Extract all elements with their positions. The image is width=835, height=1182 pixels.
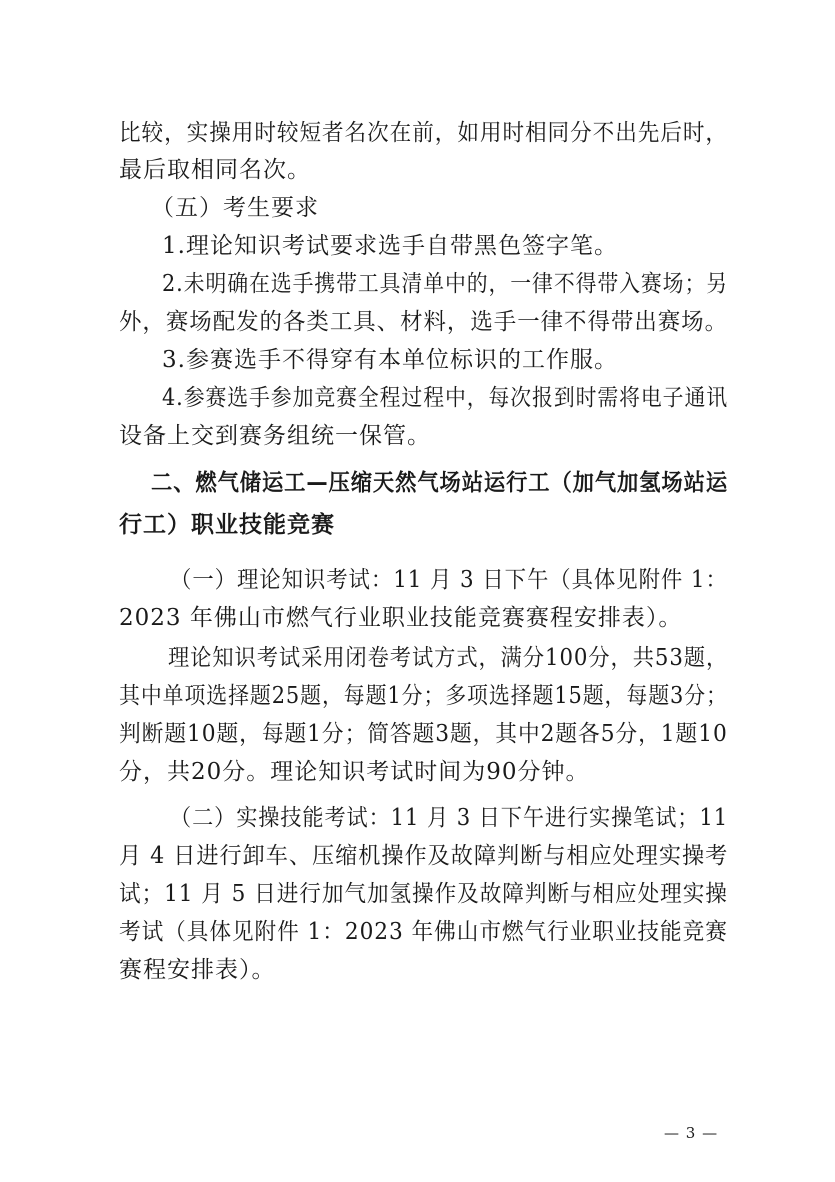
list-item: 2.未明确在选手携带工具清单中的，一律不得带入赛场；另 xyxy=(162,271,728,297)
page-number: — 3 — xyxy=(664,1124,719,1142)
paragraph-line: 月 4 日进行卸车、压缩机操作及故障判断与相应处理实操考 xyxy=(119,843,729,869)
section-title: 二、燃气储运工—压缩天然气场站运行工（加气加氢场站运 xyxy=(151,470,729,496)
paragraph-line: 比较，实操用时较短者名次在前，如用时相同分不出先后时， xyxy=(119,120,728,146)
paragraph-line: 分，共20分。理论知识考试时间为90分钟。 xyxy=(119,759,590,785)
paragraph-line: （二）实操技能考试：11 月 3 日下午进行实操笔试；11 xyxy=(170,805,729,831)
paragraph-line: 赛程安排表）。 xyxy=(119,957,276,983)
section-heading-requirements: （五）考生要求 xyxy=(151,195,319,221)
paragraph-line: 最后取相同名次。 xyxy=(119,157,311,183)
list-item-continuation: 外，赛场配发的各类工具、材料，选手一律不得带出赛场。 xyxy=(119,309,729,335)
paragraph-line: 理论知识考试采用闭卷考试方式，满分100分，共53题， xyxy=(168,645,729,671)
list-item: 4.参赛选手参加竞赛全程过程中，每次报到时需将电子通讯 xyxy=(162,385,728,411)
paragraph-line: 考试（具体见附件 1：2023 年佛山市燃气行业职业技能竞赛 xyxy=(119,919,728,945)
paragraph-line: （一）理论知识考试：11 月 3 日下午（具体见附件 1： xyxy=(170,567,728,593)
paragraph-line: 判断题10题，每题1分；简答题3题，其中2题各5分，1题10 xyxy=(119,721,728,747)
list-item-continuation: 设备上交到赛务组统一保管。 xyxy=(119,423,431,449)
paragraph-line: 其中单项选择题25题，每题1分；多项选择题15题，每题3分； xyxy=(119,683,728,709)
section-title-continuation: 行工）职业技能竞赛 xyxy=(119,512,335,538)
paragraph-line: 试；11 月 5 日进行加气加氢操作及故障判断与相应处理实操 xyxy=(119,881,728,907)
paragraph-line: 2023 年佛山市燃气行业职业技能竞赛赛程安排表）。 xyxy=(119,605,683,631)
list-item: 1.理论知识考试要求选手自带黑色签字笔。 xyxy=(162,233,618,259)
list-item: 3.参赛选手不得穿有本单位标识的工作服。 xyxy=(162,347,618,373)
